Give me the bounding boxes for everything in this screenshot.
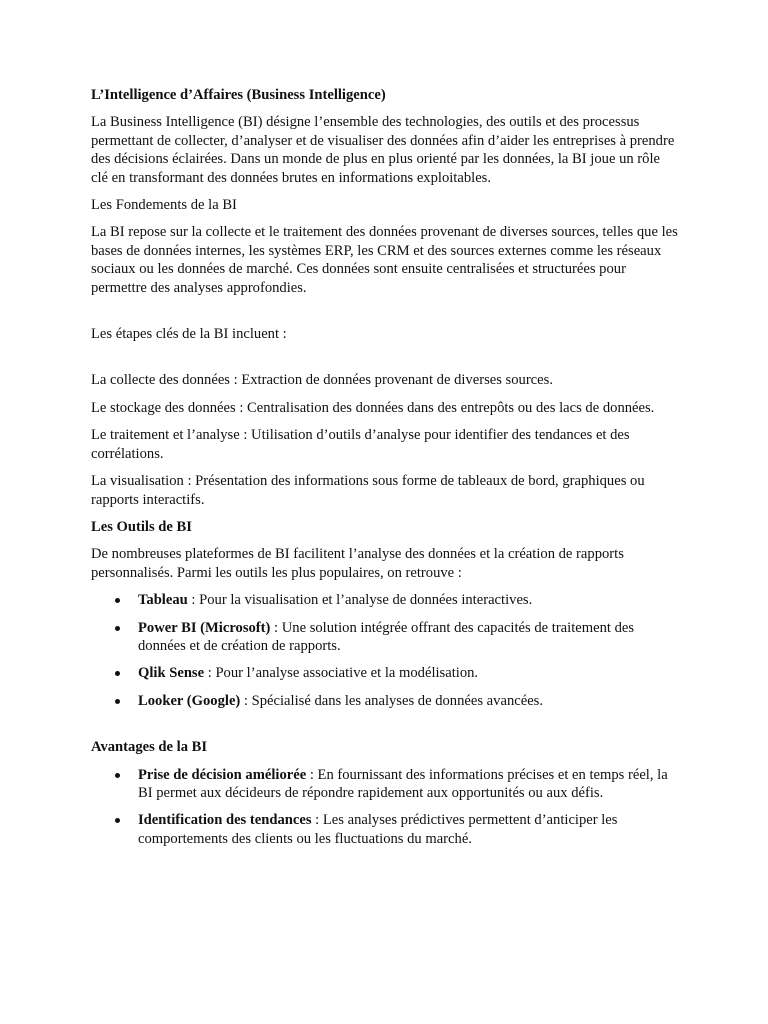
tool-name: Power BI (Microsoft) — [138, 619, 271, 636]
bullet-icon — [115, 818, 120, 823]
fondements-heading: Les Fondements de la BI — [91, 197, 237, 214]
list-item-looker — [91, 692, 678, 710]
list-item-power-bi — [91, 619, 678, 656]
document-title: L’Intelligence d’Affaires (Business Intelligence) — [91, 87, 386, 103]
avantage-name: Identification des tendances — [138, 812, 312, 829]
tool-name: Qlik Sense — [138, 665, 205, 682]
bullet-icon — [115, 773, 120, 778]
list-item-qlik-sense — [91, 664, 678, 682]
etape-traitement: Le traitement et l’analyse : Utilisation d’outils d’analyse pour identifier des tendances et des corrélations. — [91, 427, 630, 462]
outils-intro: De nombreuses plateformes de BI facilitent l’analyse des données et la création de rapports personnalisés. Parmi les outils les plus populaires, on retrouve : — [91, 546, 624, 581]
avantage-desc: : En fournissant des informations précises et en temps réel, la BI permet aux décideurs de répondre rapidement aux opportunités ou aux défis. — [138, 766, 668, 801]
avantage-name: Prise de décision améliorée — [138, 766, 307, 783]
etape-visualisation: La visualisation : Présentation des informations sous forme de tableaux de bord, graphiques ou rapports interactifs. — [91, 473, 645, 508]
tool-desc: : Une solution intégrée offrant des capacités de traitement des données et de création de rapports. — [138, 619, 635, 654]
avantage-desc: : Les analyses prédictives permettent d’anticiper les comportements des clients ou les fluctuations du marché. — [138, 812, 618, 847]
list-item-tableau — [91, 591, 678, 609]
bullet-icon — [115, 699, 120, 704]
etape-stockage: Le stockage des données : Centralisation des données dans des entrepôts ou des lacs de données. — [91, 399, 655, 416]
etape-collecte: La collecte des données : Extraction de données provenant de diverses sources. — [91, 372, 553, 389]
list-item-prise-decision — [91, 766, 678, 803]
fondements-paragraph: La BI repose sur la collecte et le traitement des données provenant de diverses sources, telles que les bases de données internes, les systèmes ERP, les CRM et des sources externes comme les réseaux sociaux ou les données de marché. Ces données sont ensuite centralisées et structurées pour permettre des analyses approfondies. — [91, 224, 678, 296]
avantages-heading: Avantages de la BI — [91, 739, 208, 756]
list-item-identification-tendances — [91, 811, 678, 848]
bullet-icon — [115, 671, 120, 676]
bullet-icon — [115, 598, 120, 603]
outils-heading: Les Outils de BI — [91, 518, 192, 535]
tool-desc: : Pour la visualisation et l’analyse de données interactives. — [187, 592, 533, 609]
tool-name: Looker (Google) — [138, 692, 241, 709]
tool-desc: : Spécialisé dans les analyses de données avancées. — [240, 692, 543, 709]
etapes-intro: Les étapes clés de la BI incluent : — [91, 326, 287, 343]
tool-desc: : Pour l’analyse associative et la modélisation. — [204, 665, 479, 682]
outils-list — [91, 591, 678, 710]
avantages-list — [91, 766, 678, 849]
intro-paragraph: La Business Intelligence (BI) désigne l’ensemble des technologies, des outils et des processus permettant de collecter, d’analyser et de visualiser des données afin d’aider les entreprises à prendre des décisions éclairées. Dans un monde de plus en plus orienté par les données, la BI joue un rôle clé en transformant des données brutes en informations exploitables. — [91, 114, 675, 186]
tool-name: Tableau — [138, 592, 188, 609]
bullet-icon — [115, 626, 120, 631]
